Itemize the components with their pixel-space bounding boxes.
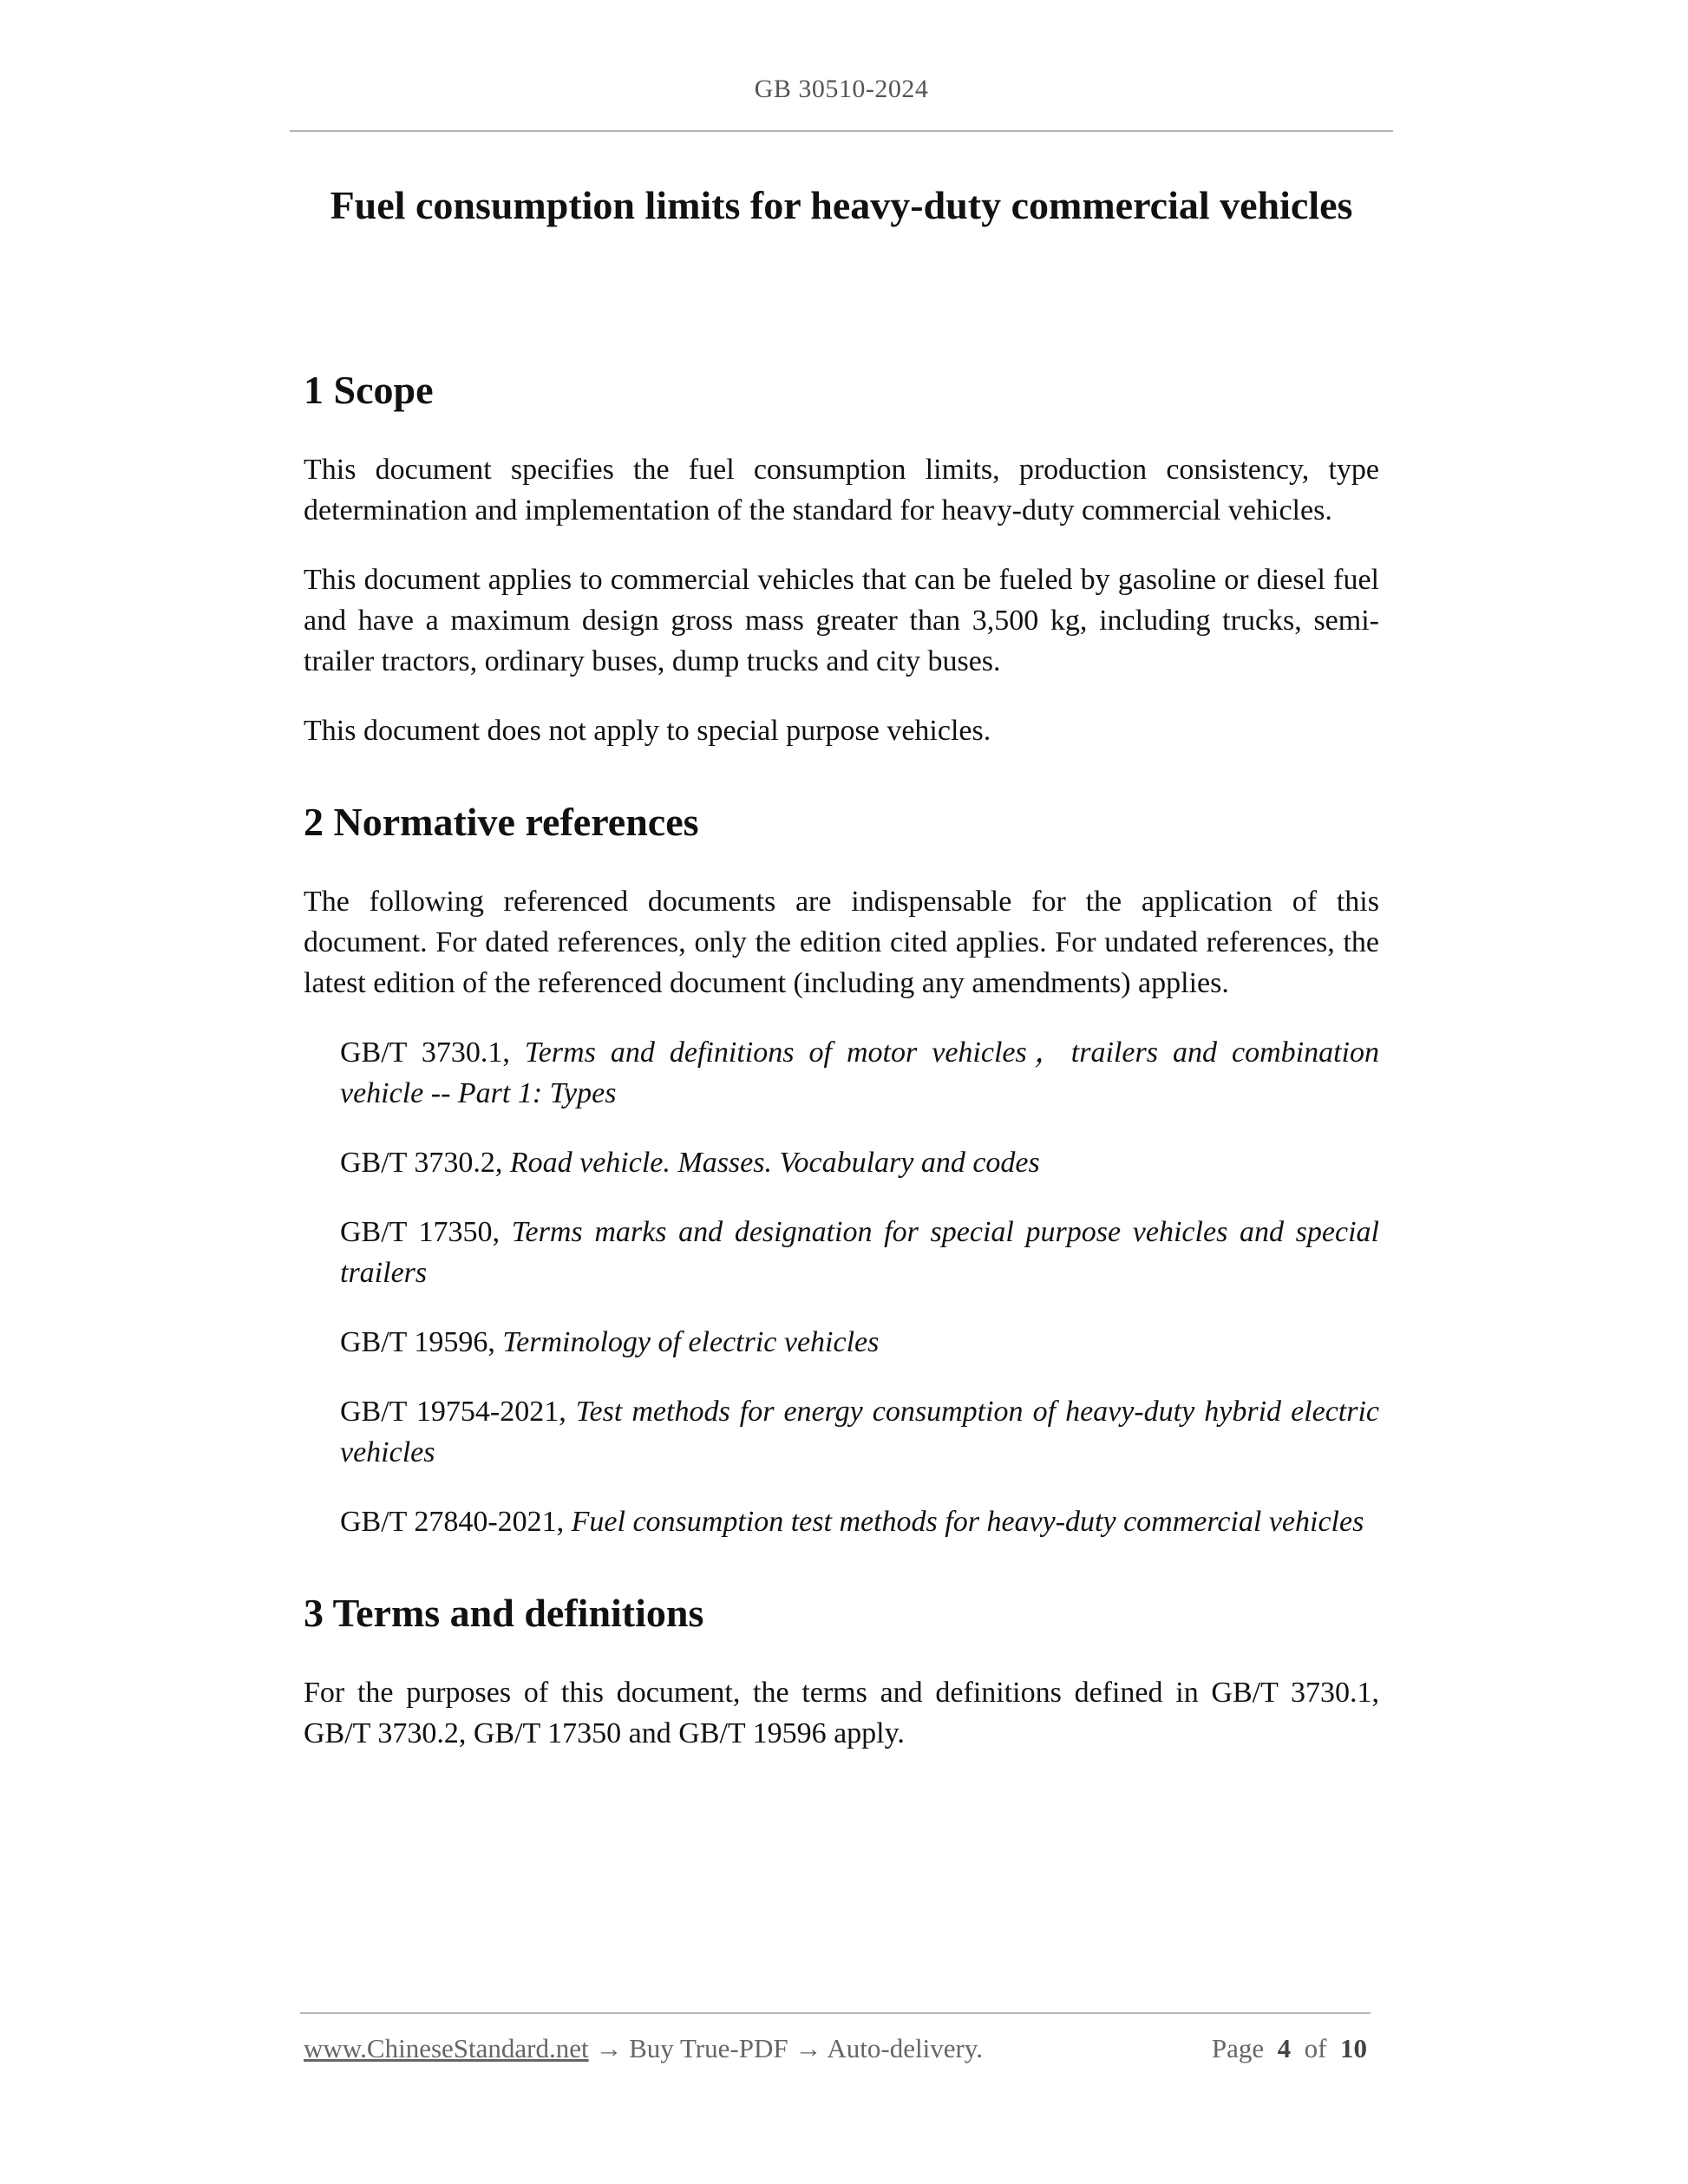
reference-item <box>340 1391 1379 1473</box>
reference-title: Fuel consumption test methods for heavy-duty commercial vehicles <box>571 1506 1364 1538</box>
reference-code: GB/T 19754-2021, <box>340 1396 576 1428</box>
reference-code: GB/T 3730.2, <box>340 1147 510 1179</box>
reference-title: Terms and definitions of motor vehicles，trailers and combination vehicle -- Part 1: Types <box>340 1036 1379 1109</box>
total-pages-number: 10 <box>1340 2033 1367 2063</box>
buy-true-pdf-text: Buy True-PDF <box>629 2033 788 2063</box>
arrow-right-icon: → <box>588 2033 630 2063</box>
current-page-number: 4 <box>1277 2033 1292 2063</box>
reference-title: Terms marks and designation for special purpose vehicles and special trailers <box>340 1216 1379 1289</box>
scope-paragraph: This document specifies the fuel consumption limits, production consistency, type determination and implementation of the standard for heavy-duty commercial vehicles. <box>304 454 1379 526</box>
page-of-label: of <box>1304 2033 1327 2063</box>
references-intro-paragraph: The following referenced documents are indispensable for the application of this document. For dated references, only the edition cited applies. For undated references, the latest edition of the referenced document (including any amendments) applies. <box>304 886 1379 999</box>
reference-title: Terminology of electric vehicles <box>502 1326 880 1358</box>
reference-title: Test methods for energy consumption of heavy-duty hybrid electric vehicles <box>340 1396 1380 1468</box>
section-heading-terms-and-definitions: 3 Terms and definitions <box>304 1591 704 1635</box>
document-title: Fuel consumption limits for heavy-duty commercial vehicles <box>330 183 1353 227</box>
reference-item <box>340 1142 1379 1183</box>
terms-paragraph: For the purposes of this document, the terms and definitions defined in GB/T 3730.1, GB/T 3730.2, GB/T 17350 and GB/T 19596 apply. <box>304 1677 1379 1749</box>
arrow-right-icon: → <box>788 2033 828 2063</box>
reference-item <box>340 1212 1379 1293</box>
document-body <box>304 364 1379 1754</box>
page-label: Page <box>1211 2033 1265 2063</box>
reference-code: GB/T 27840-2021, <box>340 1506 572 1538</box>
reference-item <box>340 1032 1379 1114</box>
reference-code: GB/T 19596, <box>340 1326 503 1358</box>
scope-paragraph: This document does not apply to special purpose vehicles. <box>304 715 991 747</box>
footer-divider <box>300 2012 1371 2014</box>
header-divider <box>290 130 1393 132</box>
doc-number-header: GB 30510-2024 <box>754 75 929 103</box>
reference-code: GB/T 17350, <box>340 1216 512 1248</box>
reference-item <box>340 1322 1379 1363</box>
section-heading-scope: 1 Scope <box>304 368 434 412</box>
reference-title: Road vehicle. Masses. Vocabulary and codes <box>509 1147 1040 1179</box>
reference-code: GB/T 3730.1, <box>340 1036 525 1069</box>
scope-paragraph: This document applies to commercial vehicles that can be fueled by gasoline or diesel fuel and have a maximum design gross mass greater than 3,500 kg, including trucks, semi-trailer tractors, ordinary buses, dump trucks and city buses. <box>304 564 1379 677</box>
auto-delivery-text: Auto-delivery. <box>827 2033 984 2063</box>
page-indicator <box>1212 2031 1367 2066</box>
reference-item <box>340 1501 1379 1542</box>
chinese-standard-link[interactable]: www.ChineseStandard.net <box>304 2033 589 2063</box>
footer-promo <box>304 2031 983 2066</box>
section-heading-normative-references: 2 Normative references <box>304 800 699 844</box>
